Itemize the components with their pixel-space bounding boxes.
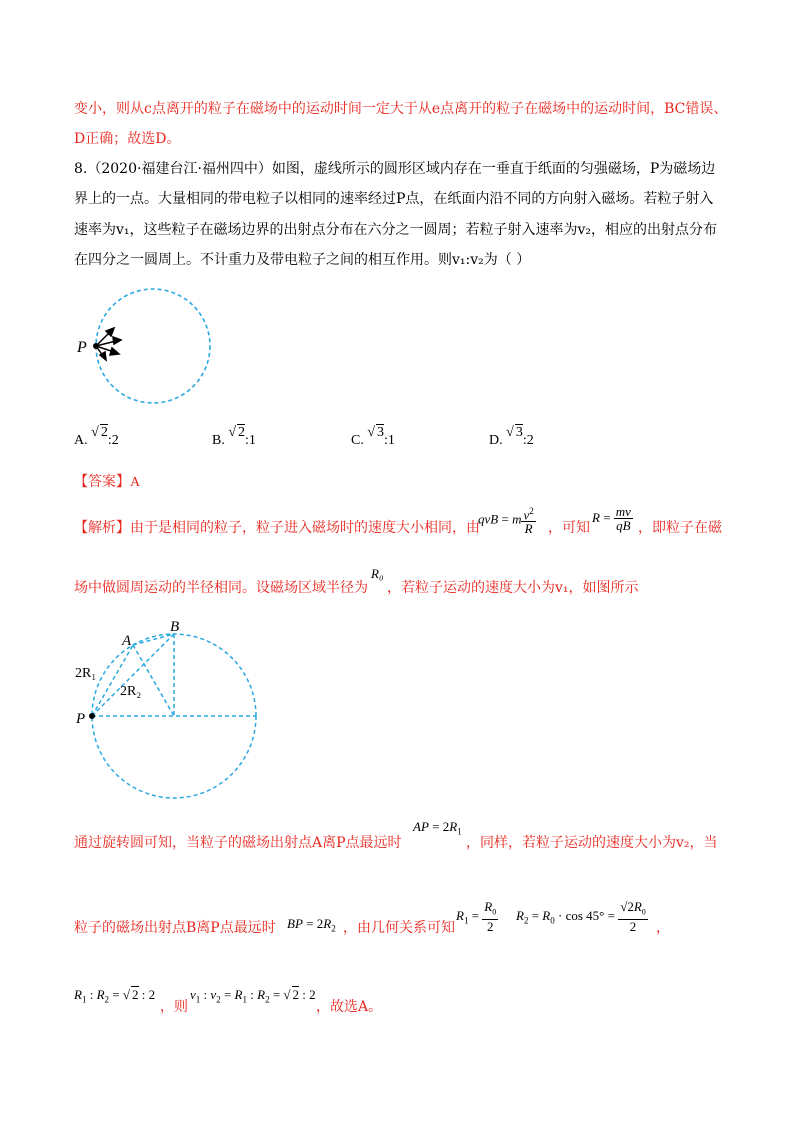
label-2r1: 2R₁: [75, 666, 97, 681]
line-a-center: [133, 645, 174, 716]
analysis-text-1: 由于是相同的粒子，粒子进入磁场时的速度大小相同，由: [130, 520, 480, 536]
analysis-line-2b: ，若粒子运动的速度大小为v₁，如图所示: [387, 580, 639, 596]
label-2r2: 2R₂: [120, 684, 142, 699]
question-source: （2020·福建台江·福州四中）: [87, 161, 272, 177]
point-p-dot: [89, 713, 95, 719]
question-figure: [70, 290, 230, 430]
analysis-line-3b: ，同样，若粒子运动的速度大小为v₂，当: [466, 835, 718, 851]
magnetic-field-circle: [96, 289, 210, 403]
formula-ap: AP = $2R_1$: [413, 819, 462, 837]
analysis-figure: [70, 615, 270, 815]
formula-v-ratio: $v_1$ : $v_2 = R_1$ : $R_2$ = √ 2 : 2: [190, 987, 316, 1005]
formula-radius: R = $\frac{mv}{qB}$: [592, 504, 631, 533]
question-line-4: 在四分之一圆周上。不计重力及带电粒子之间的相互作用。则v₁:v₂为（ ）: [74, 252, 531, 268]
option-c[interactable]: C. √ 3:1: [351, 425, 395, 448]
answer-label: 【答案】: [74, 474, 130, 490]
label-p: P: [76, 711, 86, 727]
point-p-label: P: [77, 339, 87, 356]
question-line-3: 速率为v₁，这些粒子在磁场边界的出射点分布在六分之一圆周；若粒子射入速率为v₂，相应的出射点分布: [74, 222, 718, 238]
question-text-1: 如图，虚线所示的圆形区域内存在一垂直于纸面的匀强磁场，P为磁场边: [271, 161, 716, 177]
formula-r2: $R_2 = R_0 \cdot \cos 45^\circ$ = $\frac{√2R_0}{2}$: [516, 899, 646, 934]
r0-symbol: R₀: [371, 566, 384, 581]
formula-bp: BP = $2R_2$: [287, 916, 336, 934]
analysis-line-2a: 场中做圆周运动的半径相同。设磁场区域半径为: [74, 580, 368, 596]
analysis-line-5b: ，则: [160, 999, 188, 1015]
formula-lorentz: qvB = m $\frac{v^2}{R}$: [478, 506, 534, 537]
analysis-line-4a: 粒子的磁场出射点B离P点最远时: [74, 920, 276, 936]
answer-line: [74, 472, 140, 493]
question-line-1: [74, 159, 715, 179]
option-a[interactable]: A. √ 2:2: [74, 425, 119, 448]
analysis-text-3: ，即粒子在磁: [638, 520, 722, 536]
question-number: 8.: [74, 161, 88, 177]
analysis-line-4b: ，由几何关系可知: [343, 920, 455, 936]
analysis-line-1a: [74, 518, 480, 538]
prev-analysis-line-1: 变小，则从c点离开的粒子在磁场中的运动时间一定大于从e点离开的粒子在磁场中的运动时间，BC错误、: [74, 101, 728, 117]
analysis-label: 【解析】: [74, 520, 130, 536]
formula-r1: $R_1$ = $\frac{R_0}{2}$: [456, 899, 497, 934]
comma: ，: [656, 920, 670, 936]
analysis-line-3a: 通过旋转圆可知，当粒子的磁场出射点A离P点最远时: [74, 835, 402, 851]
label-a: A: [122, 633, 132, 649]
analysis-line-5c: ，故选A。: [316, 999, 383, 1015]
option-b[interactable]: B. √ 2:1: [212, 425, 256, 448]
analysis-text-2: ，可知: [548, 520, 590, 536]
formula-r-ratio: $R_1$ : $R_2$ = √ 2 : 2: [74, 987, 156, 1005]
option-d[interactable]: D. √ 3:2: [489, 425, 534, 448]
velocity-arrows: [96, 328, 121, 360]
label-b: B: [170, 619, 180, 635]
question-line-2: 界上的一点。大量相同的带电粒子以相同的速率经过P点，在纸面内沿不同的方向射入磁场。若粒子射入: [74, 191, 714, 207]
answer-value: A: [130, 475, 141, 490]
prev-analysis-line-2: D正确；故选D。: [74, 131, 181, 147]
